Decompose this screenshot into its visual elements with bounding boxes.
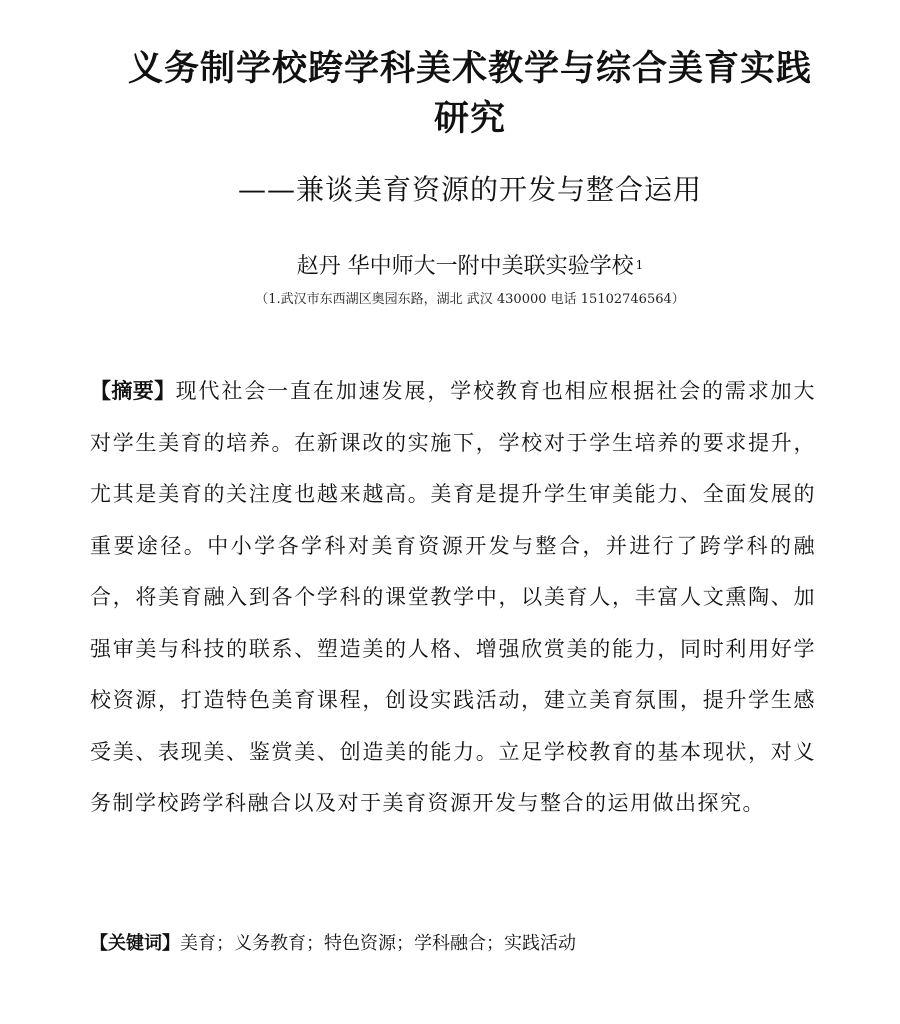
paper-subtitle: ——兼谈美育资源的开发与整合运用 xyxy=(237,173,702,206)
keywords-text: 美育；义务教育；特色资源；学科融合；实践活动 xyxy=(180,933,576,954)
abstract-label: 【摘要】 xyxy=(90,379,176,403)
paper-title: 义务制学校跨学科美术教学与综合美育实践研究 xyxy=(127,49,812,139)
abstract-paragraph xyxy=(90,366,816,830)
keywords-label: 【关键词】 xyxy=(90,933,180,954)
keywords-line xyxy=(90,928,816,960)
author-name-affiliation: 赵丹 华中师大一附中美联实验学校 xyxy=(296,254,634,279)
abstract-text: 现代社会一直在加速发展，学校教育也相应根据社会的需求加大对学生美育的培养。在新课改的实施下，学校对于学生培养的要求提升，尤其是美育的关注度也越来越高。美育是提升学生审美能力、全面发展的重要途径。中小学各学科对美育资源开发与整合，并进行了跨学科的融合，将美育融入到各个学科的课堂教学中，以美育人，丰富人文熏陶、加强审美与科技的联系、塑造美的人格、增强欣赏美的能力，同时利用好学校资源，打造特色美育课程，创设实践活动，建立美育氛围，提升学生感受美、表现美、鉴赏美、创造美的能力。立足学校教育的基本现状，对义务制学校跨学科融合以及对于美育资源开发与整合的运用做出探究。 xyxy=(90,379,817,815)
author-line xyxy=(150,250,790,284)
author-footnote-marker: 1 xyxy=(635,258,644,272)
author-address: （1.武汉市东西湖区奥园东路，湖北 武汉 430000 电话 15102746564） xyxy=(255,292,685,307)
